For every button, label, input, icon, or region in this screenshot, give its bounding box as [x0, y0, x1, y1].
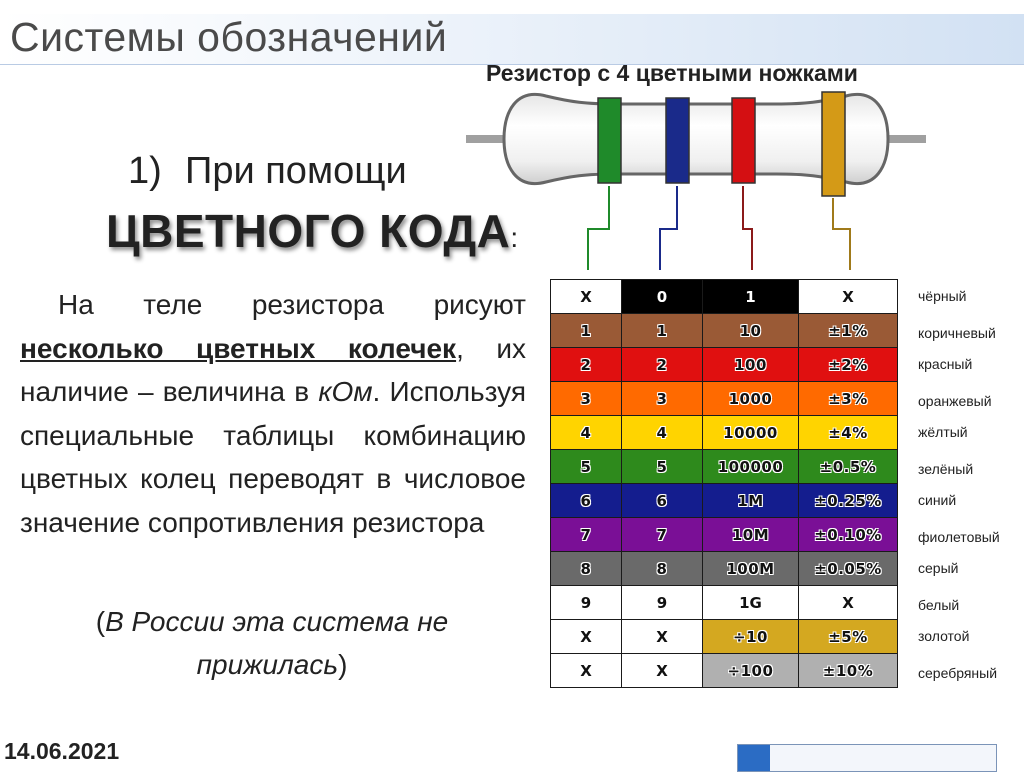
color-name-label: зелёный [918, 460, 974, 477]
note-open: ( [95, 606, 106, 637]
table-cell: 100000 [703, 450, 799, 484]
color-name-label: коричневый [918, 324, 996, 341]
table-cell: ±0.25% [799, 484, 898, 518]
table-row [551, 484, 898, 518]
table-cell: 4 [551, 416, 622, 450]
table-cell: ±0.05% [799, 552, 898, 586]
body-unit: кОм [318, 376, 373, 407]
table-row [551, 348, 898, 382]
table-cell: ±4% [799, 416, 898, 450]
table-row [551, 382, 898, 416]
table-cell: 1 [551, 314, 622, 348]
table-cell: X [799, 280, 898, 314]
table-cell: ÷100 [703, 654, 799, 688]
body-text-3: . Используя специальные таблицы комбинацию цветных колец переводят в числовое значение сопротивления резистора [20, 376, 527, 538]
heading-emphasis-line [106, 204, 519, 258]
table-cell: 8 [622, 552, 703, 586]
table-cell: ±10% [799, 654, 898, 688]
body-text-1: На теле резистора рисуют [58, 289, 526, 320]
table-cell: 10000 [703, 416, 799, 450]
note [40, 600, 504, 686]
body-text-2: , их наличие – величина в [20, 332, 526, 407]
table-row [551, 280, 898, 314]
body-paragraph [20, 283, 526, 544]
color-code-table [550, 279, 898, 688]
table-cell: 1M [703, 484, 799, 518]
note-close: ) [338, 649, 348, 680]
table-row [551, 654, 898, 688]
table-cell: 100 [703, 348, 799, 382]
body-bold-text: несколько цветных колечек [20, 332, 457, 364]
table-cell: 5 [551, 450, 622, 484]
table-cell: 9 [622, 586, 703, 620]
heading-number: 1) [128, 150, 162, 192]
band-2-leader [660, 186, 677, 270]
table-cell: X [799, 586, 898, 620]
footer-accent [738, 745, 770, 771]
color-name-label: фиолетовый [918, 528, 1000, 545]
table-cell: 1 [622, 314, 703, 348]
color-name-label: золотой [918, 627, 970, 644]
table-cell: 7 [551, 518, 622, 552]
table-cell: X [622, 620, 703, 654]
band-3 [732, 98, 755, 183]
table-cell: 6 [551, 484, 622, 518]
table-cell: 2 [551, 348, 622, 382]
table-row [551, 586, 898, 620]
band-1-leader [588, 186, 609, 270]
band-3-leader [743, 186, 752, 270]
table-cell: 3 [622, 382, 703, 416]
color-name-label: чёрный [918, 287, 967, 304]
note-italic: В России эта система не прижилась [105, 606, 449, 680]
table-cell: 6 [622, 484, 703, 518]
table-cell: 8 [551, 552, 622, 586]
table-row [551, 620, 898, 654]
table-cell: 10M [703, 518, 799, 552]
color-name-label: оранжевый [918, 392, 992, 409]
slide-title: Системы обозначений [10, 14, 448, 60]
color-name-label: жёлтый [918, 423, 968, 440]
table-cell: 100M [703, 552, 799, 586]
table-cell: X [551, 654, 622, 688]
table-cell: 5 [622, 450, 703, 484]
table-cell: ±0.5% [799, 450, 898, 484]
color-name-label: белый [918, 596, 960, 613]
heading-text: При помощи [185, 150, 407, 192]
color-name-label: серебряный [918, 664, 998, 681]
band-4-leader [833, 198, 850, 270]
color-name-label: красный [918, 355, 973, 372]
table-cell: 1000 [703, 382, 799, 416]
footer-box [737, 744, 997, 772]
table-cell: 1 [703, 280, 799, 314]
heading-colon: : [510, 222, 519, 253]
resistor-diagram [466, 84, 926, 274]
table-row [551, 416, 898, 450]
table-cell: ÷10 [703, 620, 799, 654]
table-cell: ±3% [799, 382, 898, 416]
table-cell: ±2% [799, 348, 898, 382]
table-row [551, 314, 898, 348]
table-cell: 2 [622, 348, 703, 382]
table-cell: ±0.10% [799, 518, 898, 552]
color-name-label: синий [918, 491, 957, 508]
heading-emphasis: ЦВЕТНОГО КОДА [106, 205, 511, 257]
table-cell: ±5% [799, 620, 898, 654]
table-row [551, 450, 898, 484]
table-cell: ±1% [799, 314, 898, 348]
table-cell: 9 [551, 586, 622, 620]
table-cell: 3 [551, 382, 622, 416]
table-cell: X [551, 280, 622, 314]
table-cell: X [551, 620, 622, 654]
band-1 [598, 98, 621, 183]
table-cell: 7 [622, 518, 703, 552]
table-cell: 4 [622, 416, 703, 450]
heading-list-item [128, 150, 407, 193]
resistor-caption: Резистор с 4 цветными ножками [486, 60, 858, 86]
band-2 [666, 98, 689, 183]
table-cell: 0 [622, 280, 703, 314]
table-cell: 10 [703, 314, 799, 348]
color-name-label: серый [918, 559, 959, 576]
table-cell: 1G [703, 586, 799, 620]
band-4 [822, 92, 845, 196]
table-row [551, 518, 898, 552]
table-cell: X [622, 654, 703, 688]
slide-date: 14.06.2021 [4, 738, 120, 764]
table-row [551, 552, 898, 586]
